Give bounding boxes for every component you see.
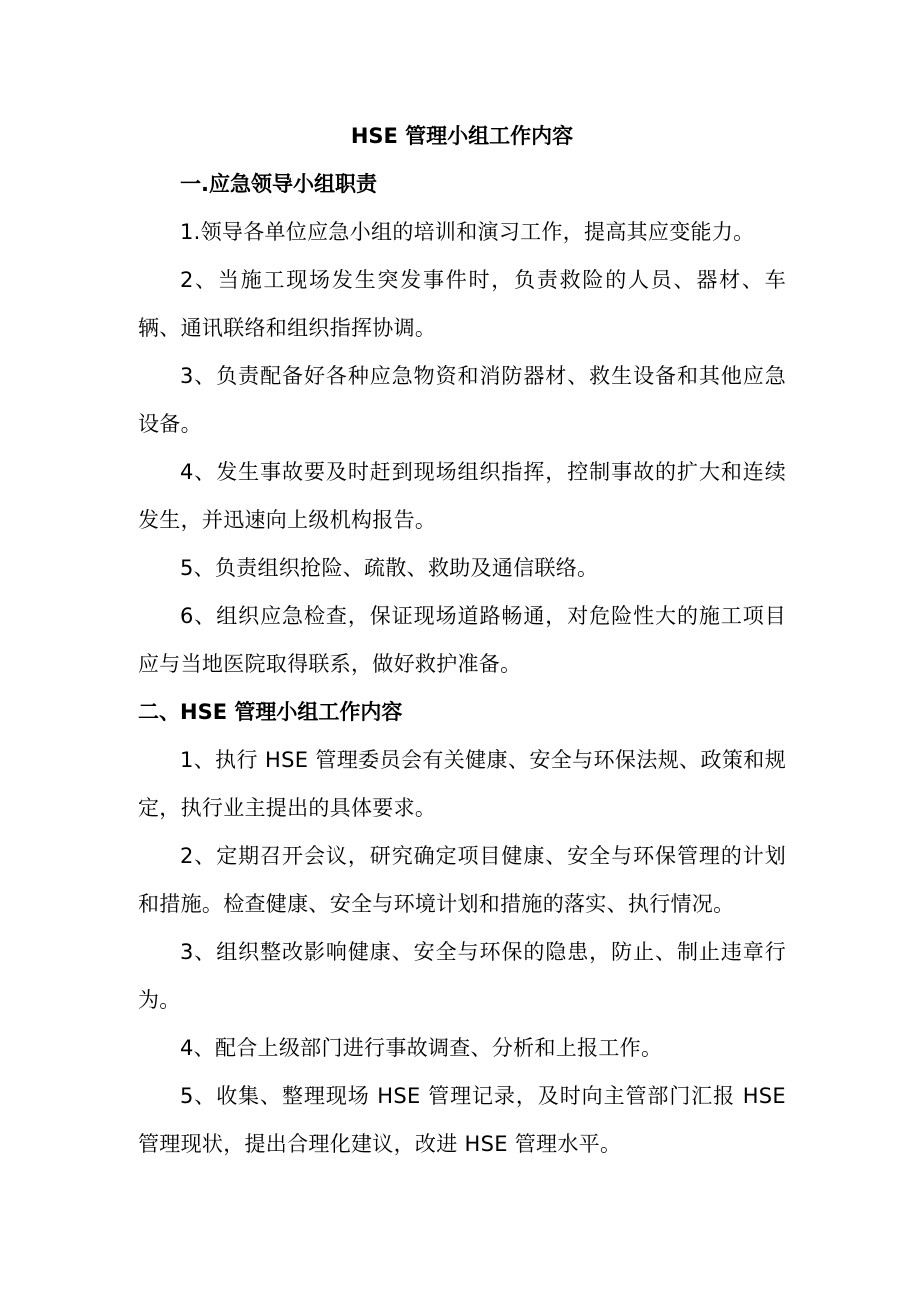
list-item: 2、当施工现场发生突发事件时，负责救险的人员、器材、车辆、通讯联络和组织指挥协调。 [138,268,786,340]
list-item: 3、组织整改影响健康、安全与环保的隐患，防止、制止违章行为。 [138,940,786,1012]
list-item: 4、配合上级部门进行事故调查、分析和上报工作。 [180,1036,663,1060]
list-item: 5、负责组织抢险、疏散、救助及通信联络。 [180,556,599,580]
list-item: 3、负责配备好各种应急物资和消防器材、救生设备和其他应急设备。 [138,364,786,436]
list-item: 1.领导各单位应急小组的培训和演习工作，提高其应变能力。 [180,220,755,244]
list-item: 6、组织应急检查，保证现场道路畅通，对危险性大的施工项目应与当地医院取得联系，做好救护准备。 [138,604,786,676]
document-page [138,112,786,1168]
list-item: 2、定期召开会议，研究确定项目健康、安全与环保管理的计划和措施。检查健康、安全与环境计划和措施的落实、执行情况。 [138,844,786,916]
document-title: HSE 管理小组工作内容 [350,124,574,148]
section-heading: 一.应急领导小组职责 [180,172,377,196]
list-item: 4、发生事故要及时赶到现场组织指挥，控制事故的扩大和连续发生，并迅速向上级机构报告。 [138,460,786,532]
section-emergency-leadership [138,160,786,688]
section-hse-management [138,688,786,1168]
list-item: 5、收集、整理现场 HSE 管理记录，及时向主管部门汇报 HSE 管理现状，提出合理化建议，改进 HSE 管理水平。 [138,1084,786,1156]
section-heading: 二、HSE 管理小组工作内容 [138,700,403,724]
list-item: 1、执行 HSE 管理委员会有关健康、安全与环保法规、政策和规定，执行业主提出的具体要求。 [138,748,786,820]
